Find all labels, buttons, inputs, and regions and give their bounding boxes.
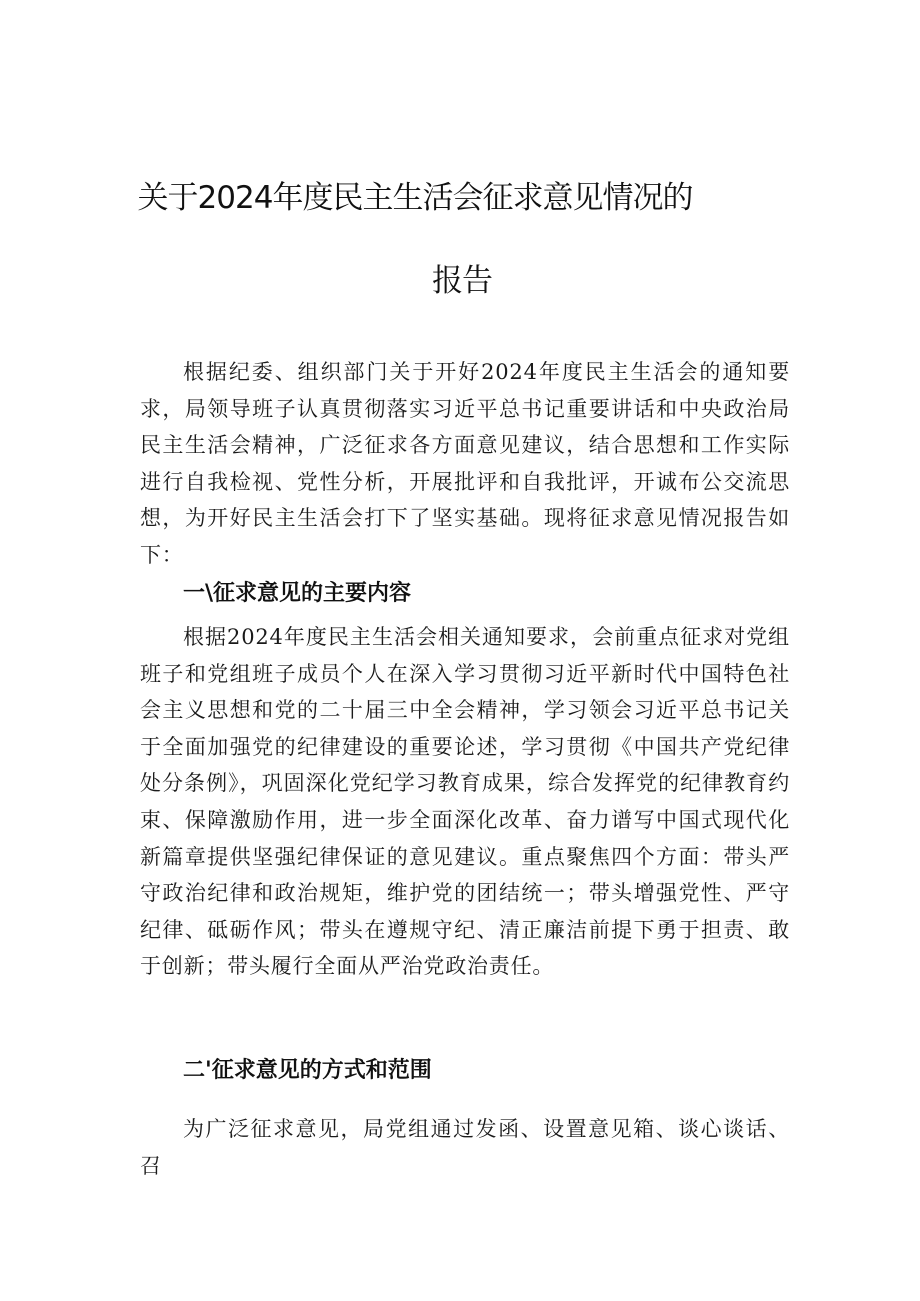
- document-title-line-1: 关于2024年度民主生活会征求意见情况的: [137, 180, 693, 216]
- section-heading-1: 一\征求意见的主要内容: [183, 581, 412, 606]
- section-1-paragraph: 根据2024年度民主生活会相关通知要求，会前重点征求对党组班子和党组班子成员个人在深入学习贯彻习近平新时代中国特色社会主义思想和党的二十届三中全会精神，学习领会习近平总书记关于全面加强党的纪律建设的重要论述，学习贯彻《中国共产党纪律处分条例》，巩固深化党纪学习教育成果，综合发挥党的纪律教育约束、保障激励作用，进一步全面深化改革、奋力谱写中国式现代化新篇章提供坚强纪律保证的意见建议。重点聚焦四个方面：带头严守政治纪律和政治规矩，维护党的团结统一；带头增强党性、严守纪律、砥砺作风；带头在遵规守纪、清正廉洁前提下勇于担责、敢于创新；带头履行全面从严治党政治责任。: [140, 625, 790, 979]
- section-2-paragraph: 为广泛征求意见，局党组通过发函、设置意见箱、谈心谈话、召: [140, 1117, 790, 1178]
- section-heading-2: 二'征求意见的方式和范围: [183, 1058, 432, 1083]
- intro-paragraph: 根据纪委、组织部门关于开好2024年度民主生活会的通知要求，局领导班子认真贯彻落实习近平总书记重要讲话和中央政治局民主生活会精神，广泛征求各方面意见建议，结合思想和工作实际进行自我检视、党性分析，开展批评和自我批评，开诚布公交流思想，为开好民主生活会打下了坚实基础。现将征求意见情况报告如下：: [140, 360, 790, 567]
- document-title-line-2: 报告: [432, 263, 492, 299]
